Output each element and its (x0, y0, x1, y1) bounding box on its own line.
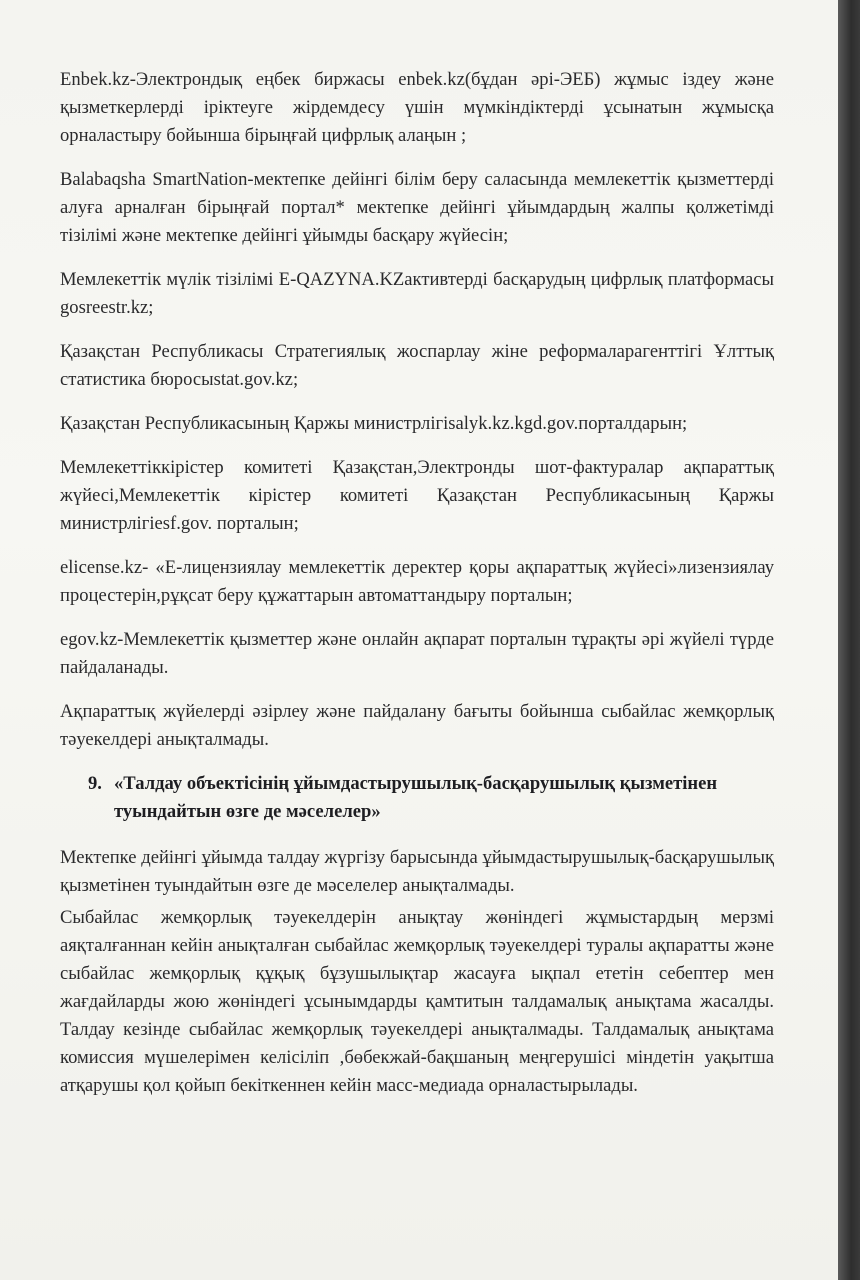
paragraph-stat: Қазақстан Республикасы Стратегиялық жоспарлау жіне реформаларагенттігі Ұлттық статистика бюросыstat.gov.kz; (60, 341, 774, 390)
paragraph-enbek: Enbek.kz-Электрондық еңбек биржасы enbek.kz(бұдан әрі-ЭЕБ) жұмыс іздеу және қызметкерлерді іріктеуге жірдемдесу үшін мүмкіндіктерді ұсынатын жұмысқа орналастыру бойынша бірыңғай цифрлық алаңын ; (60, 69, 774, 146)
document-body (60, 66, 774, 1116)
paragraph-salyk: Қазақстан Республикасының Қаржы министрлігіsalyk.kz.kgd.gov.порталдарын; (60, 413, 688, 434)
paragraph-conclusion: Сыбайлас жемқорлық тәуекелдерін анықтау жөніндегі жұмыстардың мерзмі аяқталғаннан кейін анықталған сыбайлас жемқорлық тәуекелдері туралы ақпаратты және сыбайлас жемқорлық құқық бұзушылықтар жасауға ықпал ететін себептер мен жағдайларды жою жөніндегі ұсынымдарды қамтитын талдамалық анықтама жасалды. Талдау кезінде сыбайлас жемқорлық тәуекелдері анықталмады. Талдамалық анықтама комиссия мүшелерімен келісіліп ,бөбекжай-бақшаның меңгерушісі міндетін уақытша атқарушы қол қойып бекіткеннен кейін масс-медиада орналастырылады. (60, 907, 774, 1096)
paragraph-other-issues: Мектепке дейінгі ұйымда талдау жүргізу барысында ұйымдастырушылық-басқарушылық қызметінен туындайтын өзге де мәселелер анықталмады. (60, 847, 774, 896)
section-title: «Талдау объектісінің ұйымдастырушылық-басқарушылық қызметінен туындайтын өзге де мәселелер» (114, 773, 718, 822)
paragraph-esf: Мемлекеттіккірістер комитеті Қазақстан,Электронды шот-фактуралар ақпараттық жүйесі,Мемлекеттік кірістер комитеті Қазақстан Республикасының Қаржы министрлігіesf.gov. порталын; (60, 457, 774, 534)
desk-background-edge (838, 0, 860, 1280)
paragraph-egov: egov.kz-Мемлекеттік қызметтер және онлайн ақпарат порталын тұрақты әрі жүйелі түрде пайдаланады. (60, 629, 774, 678)
paragraph-gosreestr: Мемлекеттік мүлік тізілімі E-QAZYNA.KZактивтерді басқарудың цифрлық платформасы gosreestr.kz; (60, 269, 774, 318)
section-number: 9. (88, 773, 102, 794)
paragraph-risk-summary: Ақпараттық жүйелерді әзірлеу және пайдалану бағыты бойынша сыбайлас жемқорлық тәуекелдері анықталмады. (60, 701, 774, 750)
paragraph-elicense: elicense.kz- «Е-лицензиялау мемлекеттік деректер қоры ақпараттық жүйесі»лизензиялау процестерін,рұқсат беру құжаттарын автоматтандыру порталын; (60, 557, 774, 606)
paragraph-balabaqsha: Balabaqsha SmartNation-мектепке дейінгі білім беру саласында мемлекеттік қызметтерді алуға арналған бірыңғай портал* мектепке дейінгі ұйымдардың жалпы қолжетімді тізілімі және мектепке дейінгі ұйымды басқару жүйесін; (60, 169, 774, 246)
section-heading (88, 770, 774, 826)
